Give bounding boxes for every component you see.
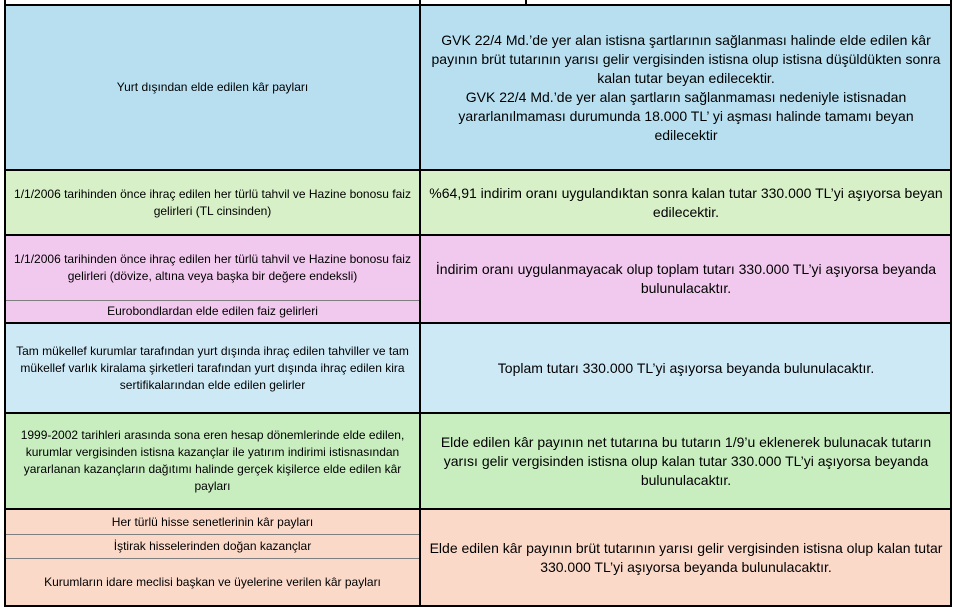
table-cell-right [421, 414, 951, 508]
row-divider [4, 234, 952, 236]
column-divider-top-stub [525, 0, 527, 4]
sub-row-divider [5, 300, 420, 301]
table-cell-left [5, 559, 420, 605]
cell-text: Elde edilen kâr payının net tutarına bu tutarın 1/9’u eklenerek bulunacak tutarın yarısı gelir vergisinden istisna olup kalan tutar 330.000 TL’yi aşıyorsa beyanda bulunulacaktır. [440, 433, 932, 488]
cell-text: İştirak hisselerinden doğan kazançlar [113, 539, 312, 553]
cell-text: Toplam tutarı 330.000 TL’yi aşıyorsa beyanda bulunulacaktır. [497, 359, 875, 376]
table-border-top [4, 4, 952, 6]
cell-text: Her türlü hisse senetlerinin kâr payları [111, 514, 314, 529]
table-cell-right [421, 510, 951, 605]
table-cell-right [421, 324, 951, 412]
sub-row-divider [5, 534, 420, 535]
table-cell-right [421, 236, 951, 322]
table-cell-left [5, 6, 420, 169]
cell-text: Yurt dışından elde edilen kâr payları [116, 80, 309, 94]
row-divider [4, 322, 952, 324]
table-cell-left [5, 236, 420, 300]
table-cell-left [5, 301, 420, 322]
cell-text: Tam mükellef kurumlar tarafından yurt dışında ihraç edilen tahviller ve tam mükellef varlık kiralama şirketleri tarafından yurt dışında ihraç edilen kira sertifikalarından elde edilen gelirler [16, 343, 409, 392]
column-divider [419, 0, 421, 607]
table-cell-right [421, 6, 951, 169]
table-cell-left [5, 324, 420, 412]
table-cell-left [5, 171, 420, 234]
cell-text: 1/1/2006 tarihinden önce ihraç edilen her türlü tahvil ve Hazine bonosu faiz gelirleri (dövize, altına veya başka bir değere endeksli) [14, 252, 411, 283]
cell-text: İndirim oranı uygulanmayacak olup toplam tutarı 330.000 TL’yi aşıyorsa beyanda bulunulacaktır. [435, 261, 937, 296]
cell-text: Elde edilen kâr payının brüt tutarının yarısı gelir vergisinden istisna olup kalan tutar 330.000 TL’yi aşıyorsa beyanda bulunulacaktır. [429, 539, 943, 575]
table-cell-left [5, 414, 420, 508]
table-cell-left [5, 510, 420, 534]
table-border-left [4, 0, 6, 607]
row-divider [4, 412, 952, 414]
row-divider [4, 508, 952, 510]
cell-text: Eurobondlardan elde edilen faiz gelirleri [107, 304, 318, 318]
table-cell-left [5, 535, 420, 558]
cell-text: 1/1/2006 tarihinden önce ihraç edilen her türlü tahvil ve Hazine bonosu faiz gelirleri (TL cinsinden) [14, 186, 411, 218]
row-divider [4, 169, 952, 171]
sub-row-divider [5, 558, 420, 559]
table-border-right [950, 0, 952, 607]
cell-text: Kurumların idare meclisi başkan ve üyelerine verilen kâr payları [44, 574, 381, 589]
cell-text: GVK 22/4 Md.’de yer alan istisna şartlarının sağlanması halinde elde edilen kâr payının brüt tutarının yarısı gelir vergisinden istisna olup istisna düşüldükten sonra kalan tutar beyan edilecektir. GVK 22/4 Md.’de yer alan şartların sağlanmaması nedeniyle istisnadan yararlanılmaması durumunda 18.000 TL’ yi aşması halinde tamamı beyan edilecektir [431, 31, 941, 143]
cell-text: %64,91 indirim oranı uygulandıktan sonra kalan tutar 330.000 TL’yi aşıyorsa beyan edilecektir. [429, 184, 943, 220]
cell-text: 1999-2002 tarihleri arasında sona eren hesap dönemlerinde elde edilen, kurumlar vergisinden istisna kazançlar ile yatırım indirimi istisnasından yararlanan kazançların dağıtımı halinde gerçek kişilerce elde edilen kâr payları [20, 428, 405, 493]
table-cell-right [421, 171, 951, 234]
